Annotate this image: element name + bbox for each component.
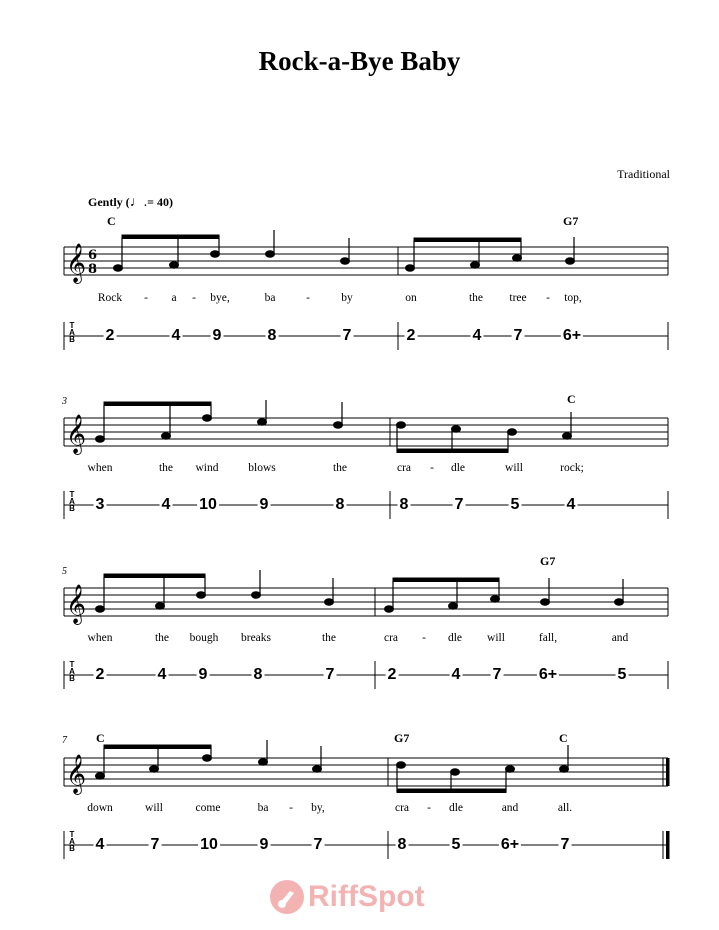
- tab-number: 7: [313, 836, 323, 853]
- lyric-syllable: -: [546, 292, 550, 304]
- composer-credit: Traditional: [617, 167, 670, 181]
- lyric-syllable: cra: [396, 462, 412, 474]
- lyric-syllable: -: [422, 632, 426, 644]
- lyric-syllable: wind: [195, 462, 219, 474]
- lyric-syllable: the: [332, 462, 348, 474]
- lyric-syllable: will: [145, 802, 163, 814]
- svg-text:𝄞: 𝄞: [66, 243, 87, 283]
- chord-label: G7: [540, 554, 556, 568]
- tab-number: 4: [472, 327, 482, 344]
- lyric-syllable: ba: [264, 292, 276, 304]
- svg-text:𝄞: 𝄞: [66, 584, 87, 624]
- tab-number: 6+: [538, 666, 558, 683]
- chord-label: C: [567, 392, 576, 406]
- tempo-bpm: = 40): [147, 195, 174, 209]
- tempo-text: Gently: [88, 195, 123, 209]
- lyric-syllable: tree: [509, 292, 527, 304]
- tab-number: 4: [451, 666, 461, 683]
- svg-text:𝄞: 𝄞: [66, 414, 87, 454]
- tab-number: 7: [150, 836, 160, 853]
- lyric-syllable: -: [430, 462, 434, 474]
- chord-label: C: [107, 214, 116, 228]
- tab-number: 8: [267, 327, 277, 344]
- lyric-syllable: -: [289, 802, 293, 814]
- lyric-syllable: -: [144, 292, 148, 304]
- tab-number: 5: [451, 836, 461, 853]
- svg-text:6: 6: [88, 248, 98, 263]
- tab-number: 4: [161, 496, 171, 513]
- tab-number: 7: [454, 496, 464, 513]
- tab-number: 2: [387, 666, 397, 683]
- lyric-syllable: breaks: [240, 632, 272, 644]
- tab-clef-icon: T A B: [69, 660, 75, 683]
- svg-text:𝄞: 𝄞: [66, 754, 87, 794]
- tab-number: 2: [406, 327, 416, 344]
- tab-number: 2: [105, 327, 115, 344]
- tab-number: 7: [342, 327, 352, 344]
- tab-number: 2: [95, 666, 105, 683]
- guitar-pick-icon: [270, 880, 304, 914]
- tab-number: 4: [157, 666, 167, 683]
- tab-number: 5: [617, 666, 627, 683]
- song-title: Rock-a-Bye Baby: [258, 46, 461, 76]
- lyric-syllable: a: [171, 292, 177, 304]
- tab-number: 10: [200, 836, 218, 853]
- lyric-syllable: ba: [257, 802, 269, 814]
- lyric-syllable: top,: [564, 292, 582, 304]
- lyric-syllable: will: [487, 632, 505, 644]
- lyric-syllable: cra: [394, 802, 410, 814]
- lyric-syllable: when: [87, 632, 113, 644]
- lyric-syllable: down: [87, 802, 113, 814]
- lyric-syllable: by,: [311, 802, 325, 814]
- tab-number: 7: [513, 327, 523, 344]
- tab-number: 4: [95, 836, 105, 853]
- lyric-syllable: when: [87, 462, 113, 474]
- lyric-syllable: will: [505, 462, 523, 474]
- lyric-syllable: by: [341, 292, 353, 304]
- lyric-syllable: bough: [189, 632, 219, 644]
- lyric-syllable: on: [405, 292, 417, 304]
- tab-clef-icon: T A B: [69, 830, 75, 853]
- chord-label: G7: [394, 731, 410, 745]
- lyric-syllable: all.: [557, 802, 573, 814]
- lyric-syllable: Rock: [97, 292, 123, 304]
- lyric-syllable: come: [195, 802, 221, 814]
- tab-number: 7: [325, 666, 335, 683]
- lyric-syllable: the: [154, 632, 170, 644]
- tab-number: 6+: [500, 836, 520, 853]
- chord-label: C: [96, 731, 105, 745]
- svg-text:8: 8: [88, 262, 98, 277]
- tab-number: 10: [199, 496, 217, 513]
- tab-number: 4: [566, 496, 576, 513]
- chord-label: G7: [563, 214, 579, 228]
- lyric-syllable: and: [611, 632, 629, 644]
- tab-number: 8: [399, 496, 409, 513]
- tab-number: 5: [510, 496, 520, 513]
- tab-number: 8: [397, 836, 407, 853]
- tempo-marking: Gently (♩.= 40): [88, 195, 174, 210]
- measure-number: 7: [62, 735, 67, 746]
- tab-number: 8: [253, 666, 263, 683]
- tab-number: 4: [171, 327, 181, 344]
- tab-number: 7: [492, 666, 502, 683]
- lyric-syllable: -: [192, 292, 196, 304]
- lyric-syllable: dle: [447, 632, 463, 644]
- lyric-syllable: the: [468, 292, 484, 304]
- lyric-syllable: -: [427, 802, 431, 814]
- lyric-syllable: blows: [248, 462, 276, 474]
- lyric-syllable: bye,: [210, 292, 230, 304]
- tab-number: 7: [560, 836, 570, 853]
- tab-number: 9: [212, 327, 222, 344]
- lyric-syllable: the: [158, 462, 174, 474]
- brand-name: RiffSpot: [308, 880, 425, 913]
- lyric-syllable: dle: [448, 802, 464, 814]
- guitar-icon: [270, 880, 304, 914]
- lyric-syllable: -: [306, 292, 310, 304]
- measure-number: 3: [62, 396, 67, 407]
- lyric-syllable: fall,: [538, 632, 558, 644]
- tab-number: 9: [198, 666, 208, 683]
- tab-number: 3: [95, 496, 105, 513]
- lyric-syllable: the: [321, 632, 337, 644]
- dotted-quarter-note-icon: ♩.: [129, 195, 148, 210]
- tab-clef-icon: T A B: [69, 490, 75, 513]
- measure-number: 5: [62, 566, 67, 577]
- tab-number: 8: [335, 496, 345, 513]
- brand-logo[interactable]: [270, 880, 425, 914]
- tab-number: 6+: [562, 327, 582, 344]
- lyric-syllable: rock;: [560, 462, 584, 474]
- lyric-syllable: cra: [383, 632, 399, 644]
- lyric-syllable: and: [501, 802, 519, 814]
- tab-clef-icon: T A B: [69, 321, 75, 344]
- chord-label: C: [559, 731, 568, 745]
- tab-number: 9: [259, 496, 269, 513]
- tab-number: 9: [259, 836, 269, 853]
- lyric-syllable: dle: [450, 462, 466, 474]
